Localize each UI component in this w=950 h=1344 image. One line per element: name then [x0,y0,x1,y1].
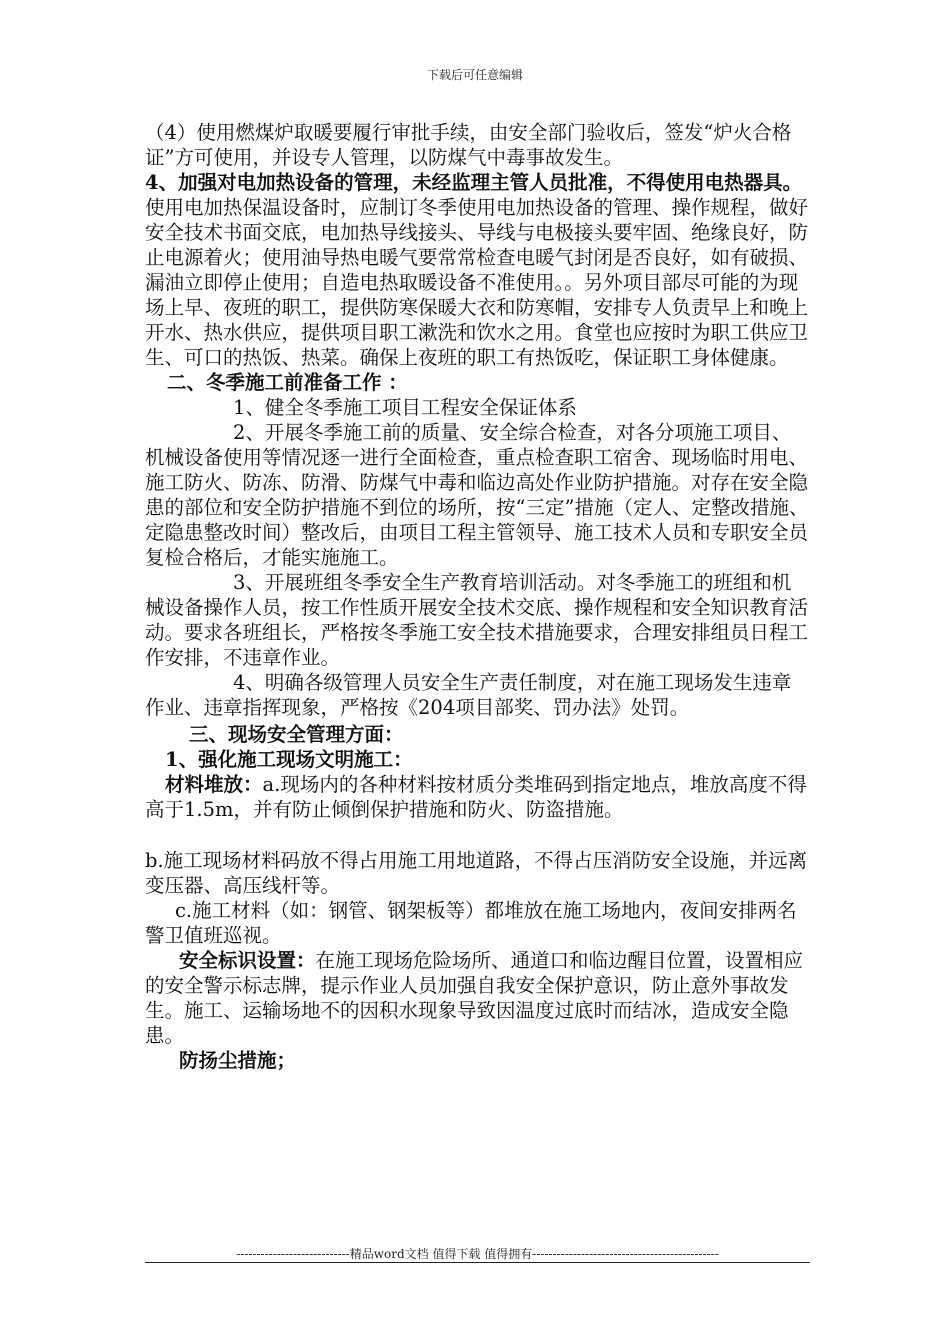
paragraph-material-c: c.施工材料（如：钢管、钢架板等）都堆放在施工场地内，夜间安排两名警卫值班巡视。 [145,899,797,947]
page-footer: ----------------------------精品word文档 值得下载 值得拥有---------------------------------------------- [236,1247,719,1261]
paragraph-prep-3: 3、开展班组冬季安全生产教育培训活动。对冬季施工的班组和机械设备操作人员，按工作性质开展安全技术交底、操作规程和安全知识教育活动。要求各班组长，严格按冬季施工安全技术措施要求，合理安排组员日程工作安排，不违章作业。 [145,571,809,669]
paragraph-material-b: b.施工现场材料码放不得占用施工用地道路，不得占压消防安全设施，并远离变压器、高压线杆等。 [145,849,808,897]
blank-line [145,822,810,848]
text-safety-signs: 在施工现场危险场所、通道口和临边醒目位置，设置相应的安全警示标志牌，提示作业人员加强自我安全保护意识，防止意外事故发生。施工、运输场地不的因积水现象导致因温度过底时而结冰，造成安全隐患。 [145,949,804,1047]
paragraph-prep-1: 1、健全冬季施工项目工程安全保证体系 [233,396,577,419]
label-safety-signs: 安全标识设置： [179,949,316,972]
text-material-a: a.现场内的各种材料按材质分类堆码到指定地点，堆放高度不得高于1.5m，并有防止倾倒保护措施和防火、防盗措施。 [145,773,807,821]
heading-dust-prevention: 防扬尘措施； [179,1049,297,1072]
heading-electric-heating: 4、加强对电加热设备的管理，未经监理主管人员批准，不得使用电热器具。 [145,171,803,194]
paragraph-material-a [145,772,810,822]
subheading-civilized-construction [145,747,810,772]
section-heading-preparation: 二、冬季施工前准备工作 ： [167,371,408,394]
page-header: 下载后可任意编辑 [426,68,523,82]
section-heading-site-safety: 三、现场安全管理方面： [189,723,404,746]
paragraph-prep-2: 2、开展冬季施工前的质量、安全综合检查，对各分项施工项目、机械设备使用等情况逐一进行全面检查，重点检查职工宿舍、现场临时用电、施工防火、防冻、防滑、防煤气中毒和临边高处作业防护措施。对存在安全隐患的部位和安全防护措施不到位的场所，按“三定”措施（定人、定整改措施、定隐患整改时间）整改后，由项目工程主管领导、施工技术人员和专职安全员复检合格后，才能实施施工。 [145,421,809,569]
paragraph-prep-4: 4、明确各级管理人员安全生产责任制度，对在施工现场发生违章作业、违章指挥现象，严格按《204项目部奖、罚办法》处罚。 [145,671,792,719]
paragraph-safety-signs [145,948,810,1048]
paragraph-coal-stove: （4）使用燃煤炉取暖要履行审批手续，由安全部门验收后，签发“炉火合格证”方可使用，并设专人管理，以防煤气中毒事故发生。 [145,121,792,169]
subheading-civilized-construction-text: 1、强化施工现场文明施工： [165,748,413,771]
paragraph-electric-heating: 使用电加热保温设备时，应制订冬季使用电加热设备的管理、操作规程，做好安全技术书面交底，电加热导线接头、导线与电极接头要牢固、绝缘良好，防止电源着火；使用油导热电暖气要常常检查电暖气封闭是否良好，如有破损、漏油立即停止使用；自造电热取暖设备不准使用。。另外项目部尽可能的为现场上早、夜班的职工，提供防寒保暖大衣和防寒帽，安排专人负责早上和晚上开水、热水供应，提供项目职工漱洗和饮水之用。食堂也应按时为职工供应卫生、可口的热饭、热菜。确保上夜班的职工有热饭吃，保证职工身体健康。 [145,196,809,369]
document-body [145,120,810,1073]
footer-rule [145,1262,810,1263]
label-material-stacking: 材料堆放： [165,773,263,796]
